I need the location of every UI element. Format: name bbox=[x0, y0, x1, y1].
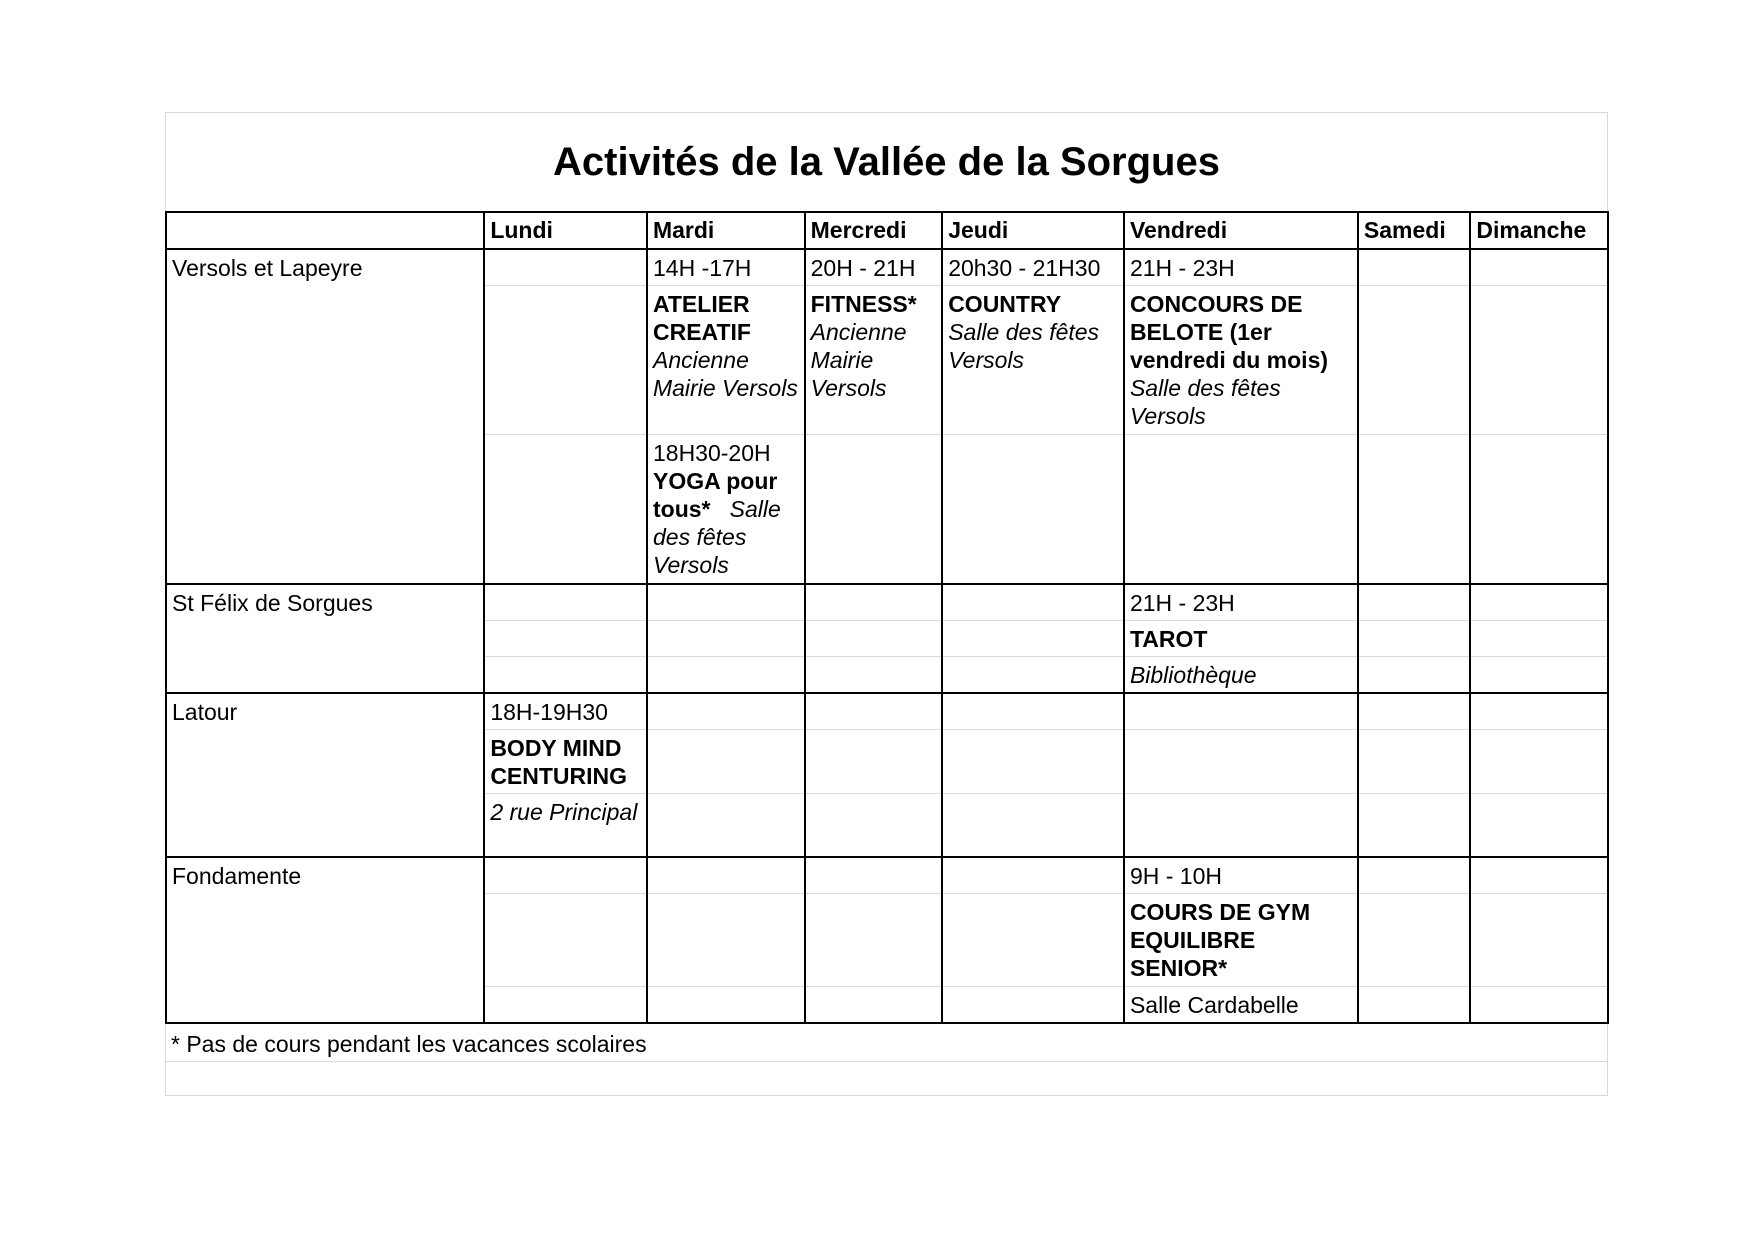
cell bbox=[1470, 286, 1608, 435]
cell bbox=[484, 894, 647, 987]
day-dimanche: Dimanche bbox=[1470, 212, 1608, 249]
atelier-time: 14H -17H bbox=[647, 249, 805, 286]
tarot-time: 21H - 23H bbox=[1124, 584, 1358, 621]
cell bbox=[484, 620, 647, 656]
page-title: Activités de la Vallée de la Sorgues bbox=[553, 139, 1220, 184]
atelier-cell bbox=[647, 286, 805, 435]
bodymind-place: 2 rue Principal bbox=[484, 793, 647, 857]
cell bbox=[1470, 584, 1608, 621]
cell bbox=[1358, 693, 1470, 730]
cell bbox=[805, 793, 943, 857]
cell bbox=[942, 894, 1124, 987]
cell bbox=[1470, 793, 1608, 857]
gym-name: COURS DE GYM EQUILIBRE SENIOR* bbox=[1124, 894, 1358, 987]
cell bbox=[1358, 857, 1470, 894]
town-latour: Latour bbox=[166, 693, 484, 858]
yoga-time: 18H30-20H bbox=[652, 440, 771, 466]
belote-cell bbox=[1124, 286, 1358, 435]
day-vendredi: Vendredi bbox=[1124, 212, 1358, 249]
fitness-time: 20H - 21H bbox=[805, 249, 943, 286]
cell bbox=[1470, 620, 1608, 656]
cell bbox=[805, 435, 943, 584]
cell bbox=[1358, 987, 1470, 1024]
town-fondamente: Fondamente bbox=[166, 857, 484, 1023]
cell bbox=[1358, 435, 1470, 584]
cell bbox=[942, 584, 1124, 621]
cell bbox=[484, 584, 647, 621]
cell bbox=[1358, 793, 1470, 857]
header-empty bbox=[166, 212, 484, 249]
cell bbox=[647, 620, 805, 656]
country-cell bbox=[942, 286, 1124, 435]
cell bbox=[942, 793, 1124, 857]
footnote: * Pas de cours pendant les vacances scolaires bbox=[165, 1026, 1608, 1062]
cell bbox=[1124, 729, 1358, 793]
cell bbox=[1358, 620, 1470, 656]
cell bbox=[647, 693, 805, 730]
cell bbox=[1470, 729, 1608, 793]
cell bbox=[805, 987, 943, 1024]
cell bbox=[647, 987, 805, 1024]
cell bbox=[942, 693, 1124, 730]
cell bbox=[805, 857, 943, 894]
cell bbox=[1124, 693, 1358, 730]
cell bbox=[647, 584, 805, 621]
cell bbox=[1124, 793, 1358, 857]
atelier-place: Ancienne Mairie Versols bbox=[652, 347, 798, 401]
cell bbox=[805, 693, 943, 730]
cell bbox=[942, 729, 1124, 793]
cell bbox=[1358, 656, 1470, 693]
cell bbox=[1358, 584, 1470, 621]
cell bbox=[942, 620, 1124, 656]
cell bbox=[647, 656, 805, 693]
table-row bbox=[166, 857, 1608, 894]
fitness-cell bbox=[805, 286, 943, 435]
cell bbox=[1358, 729, 1470, 793]
cell bbox=[805, 729, 943, 793]
cell bbox=[484, 987, 647, 1024]
cell bbox=[1470, 857, 1608, 894]
bodymind-time: 18H-19H30 bbox=[484, 693, 647, 730]
cell bbox=[647, 857, 805, 894]
country-time: 20h30 - 21H30 bbox=[942, 249, 1124, 286]
cell bbox=[484, 286, 647, 435]
day-mardi: Mardi bbox=[647, 212, 805, 249]
belote-time: 21H - 23H bbox=[1124, 249, 1358, 286]
country-place: Salle des fêtes Versols bbox=[948, 319, 1100, 373]
table-row bbox=[166, 584, 1608, 621]
cell bbox=[942, 435, 1124, 584]
day-lundi: Lundi bbox=[484, 212, 647, 249]
cell bbox=[1470, 656, 1608, 693]
table-row bbox=[166, 693, 1608, 730]
day-samedi: Samedi bbox=[1358, 212, 1470, 249]
cell bbox=[484, 249, 647, 286]
schedule-table bbox=[165, 211, 1609, 1024]
cell bbox=[942, 987, 1124, 1024]
cell bbox=[805, 656, 943, 693]
header-row bbox=[166, 212, 1608, 249]
yoga-place: Salle des fêtes Versols bbox=[652, 496, 781, 578]
atelier-name: ATELIER CREATIF bbox=[652, 291, 751, 345]
cell bbox=[1470, 693, 1608, 730]
bodymind-name: BODY MIND CENTURING bbox=[484, 729, 647, 793]
cell bbox=[484, 435, 647, 584]
table-row bbox=[166, 249, 1608, 286]
day-jeudi: Jeudi bbox=[942, 212, 1124, 249]
yoga-name: YOGA pour tous* bbox=[652, 468, 778, 522]
fitness-place: Ancienne Mairie Versols bbox=[810, 319, 907, 401]
gym-time: 9H - 10H bbox=[1124, 857, 1358, 894]
cell bbox=[805, 620, 943, 656]
cell bbox=[484, 857, 647, 894]
cell bbox=[1470, 435, 1608, 584]
day-mercredi: Mercredi bbox=[805, 212, 943, 249]
cell bbox=[805, 894, 943, 987]
country-name: COUNTRY bbox=[948, 291, 1062, 317]
belote-name: CONCOURS DE BELOTE (1er vendredi du mois) bbox=[1129, 291, 1329, 373]
cell bbox=[942, 656, 1124, 693]
cell bbox=[1124, 435, 1358, 584]
town-stfelix: St Félix de Sorgues bbox=[166, 584, 484, 693]
town-versols: Versols et Lapeyre bbox=[166, 249, 484, 584]
cell bbox=[647, 729, 805, 793]
belote-place: Salle des fêtes Versols bbox=[1129, 375, 1281, 429]
tarot-place: Bibliothèque bbox=[1124, 656, 1358, 693]
cell bbox=[1470, 894, 1608, 987]
cell bbox=[1470, 249, 1608, 286]
cell bbox=[1358, 286, 1470, 435]
cell bbox=[647, 793, 805, 857]
fitness-name: FITNESS* bbox=[810, 291, 917, 317]
cell bbox=[942, 857, 1124, 894]
yoga-cell bbox=[647, 435, 805, 584]
cell bbox=[1358, 894, 1470, 987]
cell bbox=[647, 894, 805, 987]
tarot-name: TAROT bbox=[1124, 620, 1358, 656]
cell bbox=[1470, 987, 1608, 1024]
cell bbox=[484, 656, 647, 693]
gym-place: Salle Cardabelle bbox=[1124, 987, 1358, 1024]
cell bbox=[805, 584, 943, 621]
cell bbox=[1358, 249, 1470, 286]
